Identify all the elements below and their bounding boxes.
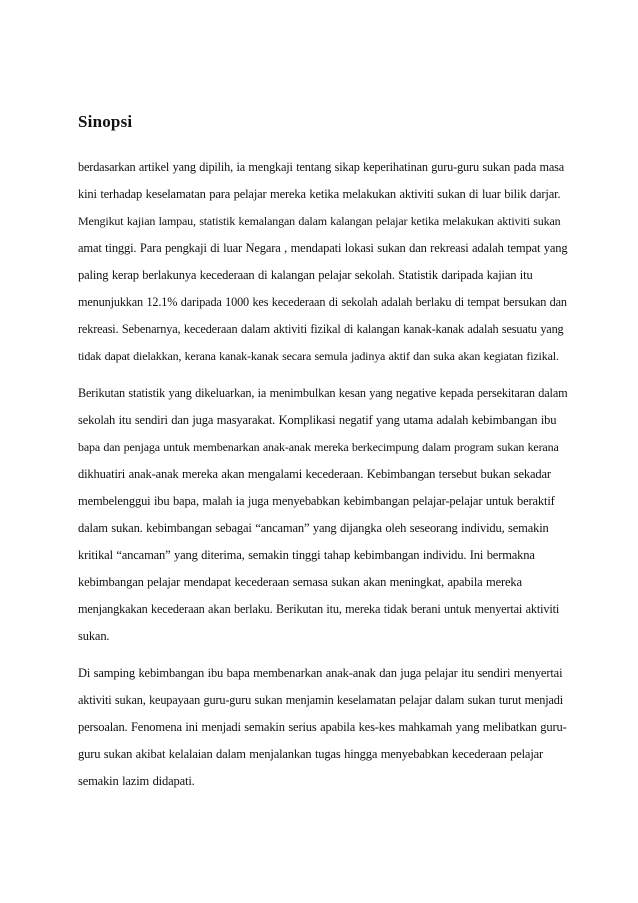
paragraph-line: rekreasi. Sebenarnya, kecederaan dalam aktiviti fizikal di kalangan kanak-kanak adalah sesuatu yang — [78, 322, 564, 336]
paragraph-line: menjangkakan kecederaan akan berlaku. Berikutan itu, mereka tidak berani untuk menyertai aktiviti — [78, 602, 560, 616]
paragraph-line: dikhuatiri anak-anak mereka akan mengalami kecederaan. Kebimbangan tersebut bukan sekadar — [78, 467, 551, 481]
paragraph-line: aktiviti sukan, keupayaan guru-guru sukan menjamin keselamatan pelajar dalam sukan turut menjadi — [78, 693, 564, 707]
document-body — [78, 112, 568, 805]
paragraph-line: persoalan. Fenomena ini menjadi semakin serius apabila kes-kes mahkamah yang melibatkan guru- — [78, 720, 567, 734]
paragraph-line: kritikal “ancaman” yang diterima, semakin tinggi tahap kebimbangan individu. Ini bermakna — [78, 548, 535, 562]
section-heading: Sinopsi — [78, 112, 133, 131]
paragraph-line: kebimbangan pelajar mendapat kecederaan semasa sukan akan meningkat, apabila mereka — [78, 575, 522, 589]
paragraph-line: Mengikut kajian lampau, statistik kemalangan dalam kalangan pelajar ketika melakukan aktiviti sukan — [78, 214, 561, 228]
paragraph-2 — [78, 380, 568, 650]
paragraph-line: bapa dan penjaga untuk membenarkan anak-anak mereka berkecimpung dalam program sukan kerana — [78, 440, 559, 454]
paragraph-line: dalam sukan. kebimbangan sebagai “ancaman” yang dijangka oleh seseorang individu, semakin — [78, 521, 549, 535]
paragraph-line: membelenggui ibu bapa, malah ia juga menyebabkan kebimbangan pelajar-pelajar untuk beraktif — [78, 494, 555, 508]
paragraph-line: kini terhadap keselamatan para pelajar mereka ketika melakukan aktiviti sukan di luar bilik darjar. — [78, 187, 561, 201]
paragraph-line: Di samping kebimbangan ibu bapa membenarkan anak-anak dan juga pelajar itu sendiri menyertai — [78, 666, 563, 680]
paragraph-line: tidak dapat dielakkan, kerana kanak-kanak secara semula jadinya aktif dan suka akan kegiatan fizikal. — [78, 349, 559, 363]
paragraph-line: sekolah itu sendiri dan juga masyarakat. Komplikasi negatif yang utama adalah kebimbangan ibu — [78, 413, 557, 427]
paragraph-line: berdasarkan artikel yang dipilih, ia mengkaji tentang sikap keperihatinan guru-guru sukan pada masa — [78, 160, 565, 174]
paragraph-line: sukan. — [78, 629, 110, 643]
paragraph-3 — [78, 660, 568, 795]
paragraph-1 — [78, 154, 568, 370]
paragraph-line: amat tinggi. Para pengkaji di luar Negara , mendapati lokasi sukan dan rekreasi adalah tempat yang — [78, 241, 568, 255]
paragraph-line: paling kerap berlakunya kecederaan di kalangan pelajar sekolah. Statistik daripada kajian itu — [78, 268, 533, 282]
paragraph-line: semakin lazim didapati. — [78, 774, 195, 788]
paragraph-line: menunjukkan 12.1% daripada 1000 kes kecederaan di sekolah adalah berlaku di tempat bersukan dan — [78, 295, 567, 309]
paragraph-line: Berikutan statistik yang dikeluarkan, ia menimbulkan kesan yang negative kepada persekitaran dalam — [78, 386, 568, 400]
paragraph-line: guru sukan akibat kelalaian dalam menjalankan tugas hingga menyebabkan kecederaan pelajar — [78, 747, 544, 761]
